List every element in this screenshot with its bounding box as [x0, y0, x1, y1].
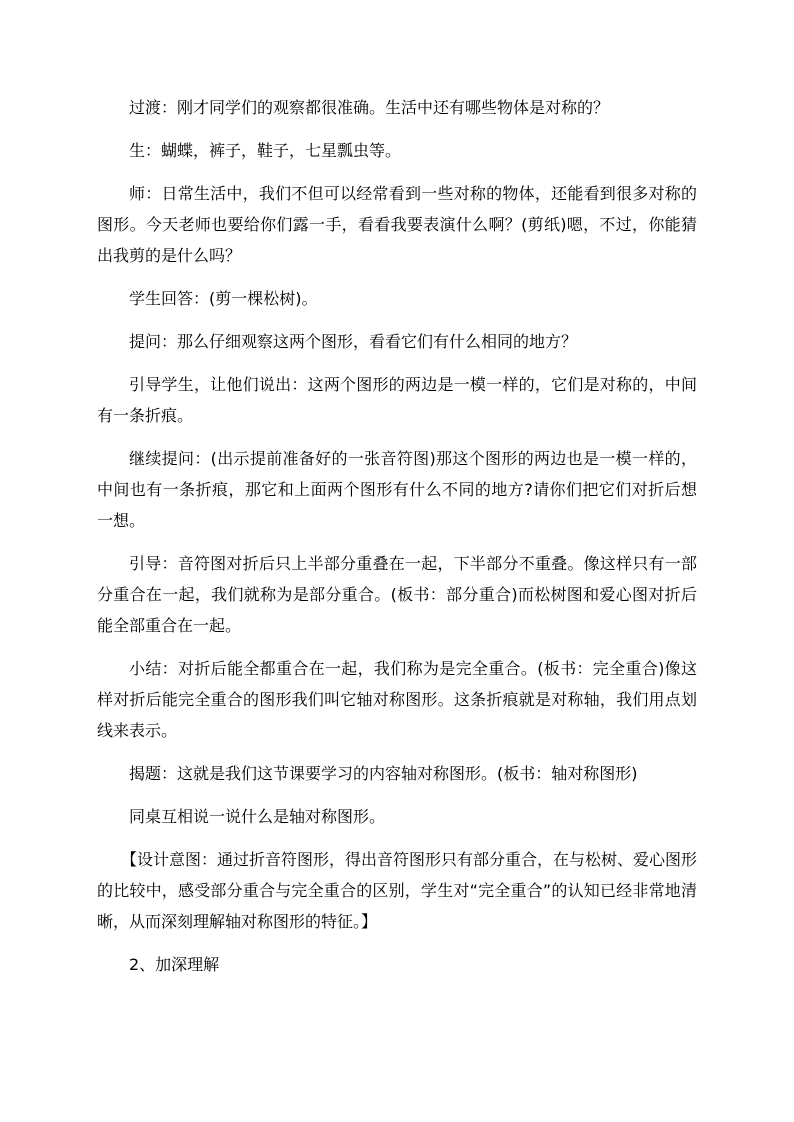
paragraph-design-intent: 【设计意图：通过折音符图形，得出音符图形只有部分重合，在与松树、爱心图形的比较中，感受部分重合与完全重合的区别，学生对“完全重合”的认知已经非常地清晰，从而深刻理解轴对称图形的特征。】	[97, 850, 698, 931]
paragraph-student-answer: 生：蝴蝶，裤子，鞋子，七星瓢虫等。	[129, 141, 402, 160]
section-heading-deepen-understanding: 2、加深理解	[129, 955, 220, 974]
paragraph-topic: 揭题：这就是我们这节课要学习的内容轴对称图形。(板书：轴对称图形)	[129, 764, 638, 783]
paragraph-guide-students: 引导学生，让他们说出：这两个图形的两边是一模一样的，它们是对称的，中间有一条折痕。	[97, 375, 697, 425]
paragraph-teacher: 师：日常生活中，我们不但可以经常看到一些对称的物体，还能看到很多对称的图形。今天老师也要给你们露一手，看看我要表演什么啊？(剪纸)嗯，不过，你能猜出我剪的是什么吗？	[97, 184, 697, 265]
paragraph-question: 提问：那么仔细观察这两个图形，看看它们有什么相同的地方？	[129, 332, 578, 351]
document-page	[97, 92, 697, 980]
paragraph-guide: 引导：音符图对折后只上半部分重叠在一起，下半部分不重叠。像这样只有一部分重合在一起，我们就称为是部分重合。(板书：部分重合)而松树图和爱心图对折后能全部重合在一起。	[97, 554, 697, 635]
paragraph-transition: 过渡：刚才同学们的观察都很准确。生活中还有哪些物体是对称的？	[129, 98, 610, 117]
paragraph-pair-discussion: 同桌互相说一说什么是轴对称图形。	[129, 807, 386, 826]
paragraph-summary: 小结：对折后能全都重合在一起，我们称为是完全重合。(板书：完全重合)像这样对折后能完全重合的图形我们叫它轴对称图形。这条折痕就是对称轴，我们用点划线来表示。	[97, 659, 697, 740]
paragraph-follow-up-question: 继续提问：(出示提前准备好的一张音符图)那这个图形的两边也是一模一样的，中间也有一条折痕，那它和上面两个图形有什么不同的地方?请你们把它们对折后想一想。	[97, 449, 697, 530]
paragraph-student-reply: 学生回答：(剪一棵松树)。	[129, 289, 318, 308]
